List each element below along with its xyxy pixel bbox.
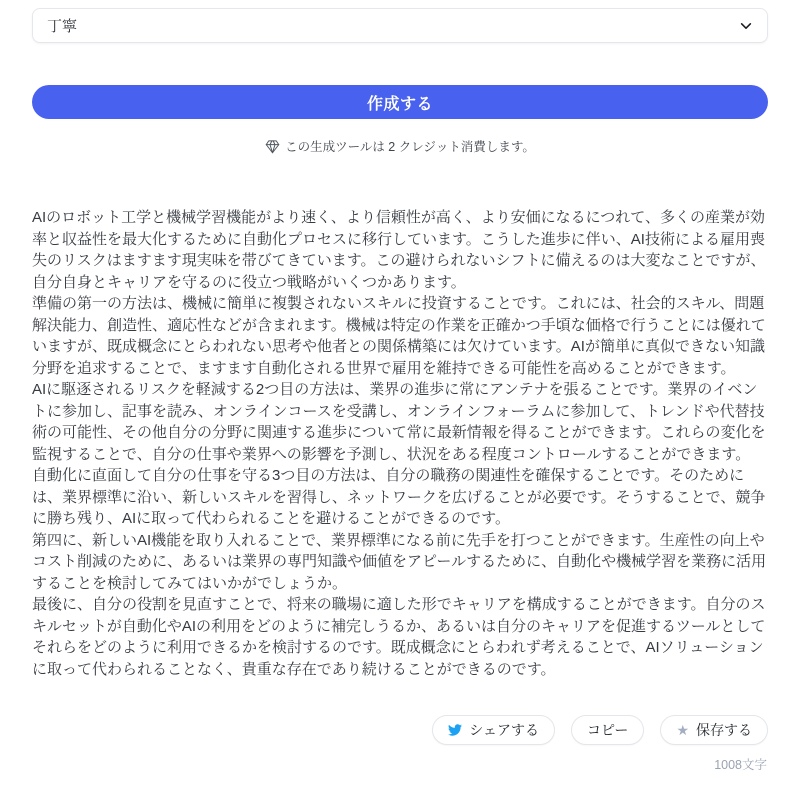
tone-select-value: 丁寧 — [47, 18, 78, 35]
credit-note — [0, 137, 800, 155]
create-button[interactable]: 作成する — [32, 85, 768, 119]
generated-paragraph: 準備の第一の方法は、機械に簡単に複製されないスキルに投資することです。これには、社会的スキル、問題解決能力、創造性、適応性などが含まれます。機械は特定の作業を正確かつ手頃な価格で行うことには優れていますが、既成概念にとらわれない思考や他者との関係構築には欠けています。AIが簡単に真似できない知識分野を追求することで、ますます自動化される世界で雇用を維持できる可能性を高めることができます。 — [32, 295, 766, 377]
share-button[interactable] — [432, 715, 555, 745]
generated-paragraph: 自動化に直面して自分の仕事を守る3つ目の方法は、自分の職務の関連性を確保することです。そのためには、業界標準に沿い、新しいスキルを習得し、ネットワークを広げることが必要です。そうすることで、競争に勝ち残り、AIに取って代わられることを避けることができるのです。 — [32, 467, 766, 527]
share-button-label: シェアする — [469, 722, 539, 738]
generated-paragraph: 最後に、自分の役割を見直すことで、将来の職場に適した形でキャリアを構成することができます。自分のスキルセットが自動化やAIの利用をどのように補完しうるか、あるいは自分のキャリアを促進するツールとしてそれらをどのように利用できるかを検討するのです。既成概念にとらわれず考えることで、AIソリューションに取って代わられることなく、貴重な存在であり続けることができるのです。 — [32, 596, 766, 678]
copy-button-label: コピー — [586, 722, 629, 738]
copy-button[interactable] — [571, 715, 644, 745]
credit-note-text: この生成ツールは 2 クレジット消費します。 — [285, 140, 535, 154]
twitter-icon — [448, 724, 462, 736]
save-button[interactable] — [660, 715, 768, 745]
generated-paragraph: AIに駆逐されるリスクを軽減する2つ目の方法は、業界の進歩に常にアンテナを張ることです。業界のイベントに参加し、記事を読み、オンラインコースを受講し、オンラインフォーラムに参加して、トレンドや代替技術の可能性、その他自分の分野に関連する進歩について常に最新情報を得ることができます。これらの変化を監視することで、自分の仕事や業界への影響を予測し、状況をある程度コントロールすることができます。 — [32, 381, 766, 463]
save-button-label: 保存する — [696, 722, 752, 738]
generated-paragraph: 第四に、新しいAI機能を取り入れることで、業界標準になる前に先手を打つことができます。生産性の向上やコスト削減のために、あるいは業界の専門知識や価値をアピールするために、自動化や機械学習を業務に活用することを検討してみてはいかがでしょうか。 — [32, 531, 767, 592]
gem-icon — [265, 139, 280, 154]
action-bar — [432, 715, 768, 745]
tone-select[interactable] — [32, 8, 768, 43]
generated-text — [32, 207, 768, 680]
star-icon: ★ — [676, 722, 689, 738]
generated-paragraph: AIのロボット工学と機械学習機能がより速く、より信頼性が高く、より安価になるにつれて、多くの産業が効率と収益性を最大化するために自動化プロセスに移行しています。こうした進歩に伴い、AI技術による雇用喪失のリスクはますます現実味を帯びてきています。この避けられないシフトに備えるのは大変なことですが、自分自身とキャリアを守るのに役立つ戦略がいくつかあります。 — [32, 209, 766, 291]
chevron-down-icon — [739, 19, 753, 33]
char-count: 1008文字 — [714, 758, 767, 772]
